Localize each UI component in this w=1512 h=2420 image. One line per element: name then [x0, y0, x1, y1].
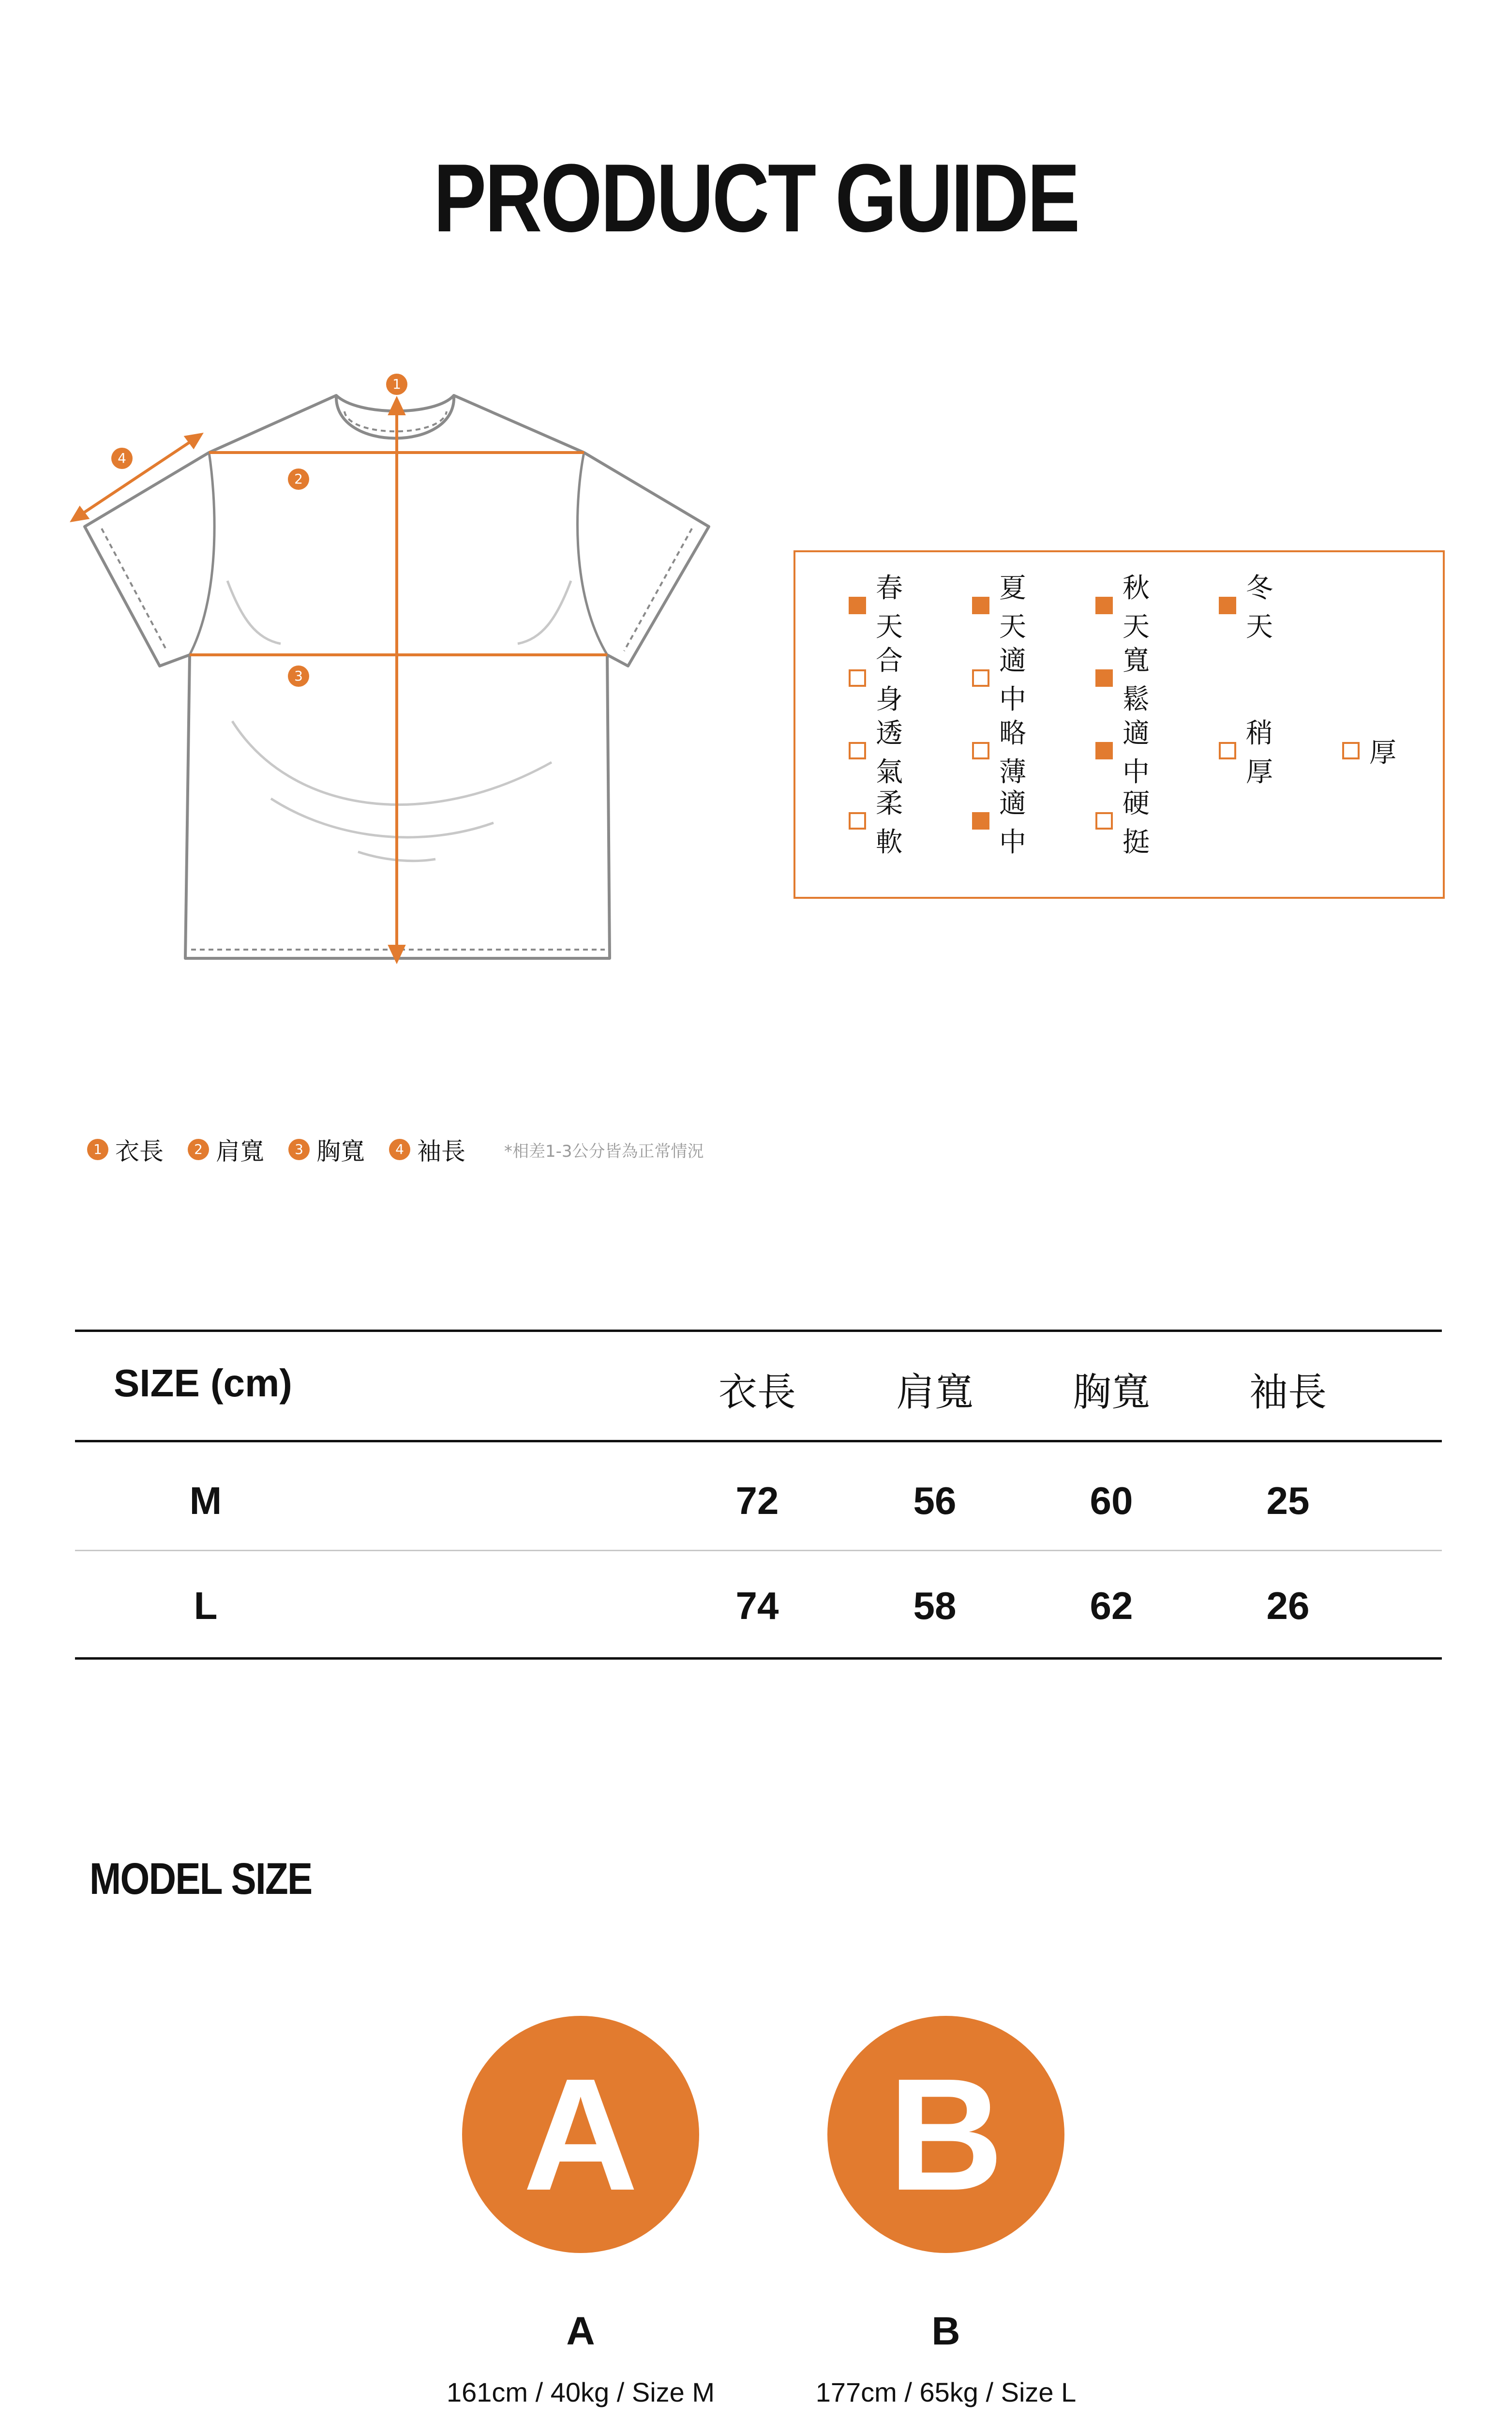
legend-item-chest: 3 胸寬: [288, 1132, 365, 1167]
option-summer: 夏天: [972, 586, 1026, 625]
checkbox-icon: [1095, 597, 1113, 614]
legend-item-sleeve: 4 袖長: [389, 1132, 465, 1167]
option-winter: 冬天: [1219, 586, 1273, 625]
option-fitted: 合身: [849, 659, 903, 697]
table-row-divider: [75, 1550, 1442, 1551]
marker-sleeve: 4: [111, 448, 133, 469]
model-size-heading: MODEL SIZE: [90, 1854, 312, 1904]
checkbox-icon: [849, 812, 866, 830]
page-title: PRODUCT GUIDE: [433, 144, 1079, 252]
option-stiff: 硬挺: [1095, 802, 1150, 840]
sleeve-line: [77, 438, 196, 517]
marker-length: 1: [386, 374, 407, 395]
tolerance-note: *相差1-3公分皆為正常情況: [504, 1141, 704, 1161]
table-header-chest: 胸寬: [1073, 1370, 1150, 1415]
option-moderate: 適中: [972, 802, 1026, 840]
checkbox-icon: [972, 742, 989, 759]
checkbox-icon: [1342, 742, 1360, 759]
checkbox-icon: [1095, 812, 1113, 830]
table-bottom-border: [75, 1657, 1442, 1660]
table-header-size: SIZE (cm): [114, 1361, 292, 1405]
option-thick: 厚: [1342, 731, 1396, 770]
legend-item-length: 1 衣長: [87, 1132, 164, 1167]
checkbox-icon: [972, 669, 989, 687]
marker-chest: 3: [288, 666, 309, 687]
legend-item-shoulder: 2 肩寬: [188, 1132, 264, 1167]
option-regular: 適中: [972, 659, 1026, 697]
option-autumn: 秋天: [1095, 586, 1150, 625]
option-loose: 寬鬆: [1095, 659, 1150, 697]
table-header-divider: [75, 1440, 1442, 1442]
table-header-shoulder: 肩寬: [896, 1370, 973, 1415]
option-breathable: 透氣: [849, 731, 903, 770]
checkbox-icon: [972, 812, 989, 830]
option-medium: 適中: [1095, 731, 1150, 770]
option-soft: 柔軟: [849, 802, 903, 840]
checkbox-icon: [849, 669, 866, 687]
model-b-measurements: 177cm / 65kg / Size L: [815, 2377, 1077, 2407]
checkbox-icon: [1095, 669, 1113, 687]
checkbox-icon: [849, 742, 866, 759]
model-a-name: A: [566, 2309, 595, 2353]
checkbox-icon: [1095, 742, 1113, 759]
table-header-length: 衣長: [719, 1370, 796, 1415]
fabric-attributes-panel: [793, 550, 1445, 899]
model-b-name: B: [931, 2309, 960, 2353]
checkbox-icon: [849, 597, 866, 614]
option-thickish: 稍厚: [1219, 731, 1273, 770]
measurement-legend: [87, 1130, 704, 1169]
checkbox-icon: [972, 597, 989, 614]
option-spring: 春天: [849, 586, 903, 625]
tshirt-diagram: [0, 0, 774, 1016]
model-b-badge: B: [827, 2016, 1064, 2253]
table-header-sleeve: 袖長: [1249, 1370, 1327, 1415]
model-a-measurements: 161cm / 40kg / Size M: [446, 2377, 715, 2407]
option-thin: 略薄: [972, 731, 1026, 770]
checkbox-icon: [1219, 597, 1236, 614]
model-a-badge: A: [462, 2016, 699, 2253]
marker-shoulder: 2: [288, 469, 309, 490]
checkbox-icon: [1219, 742, 1236, 759]
table-top-border: [75, 1330, 1442, 1332]
